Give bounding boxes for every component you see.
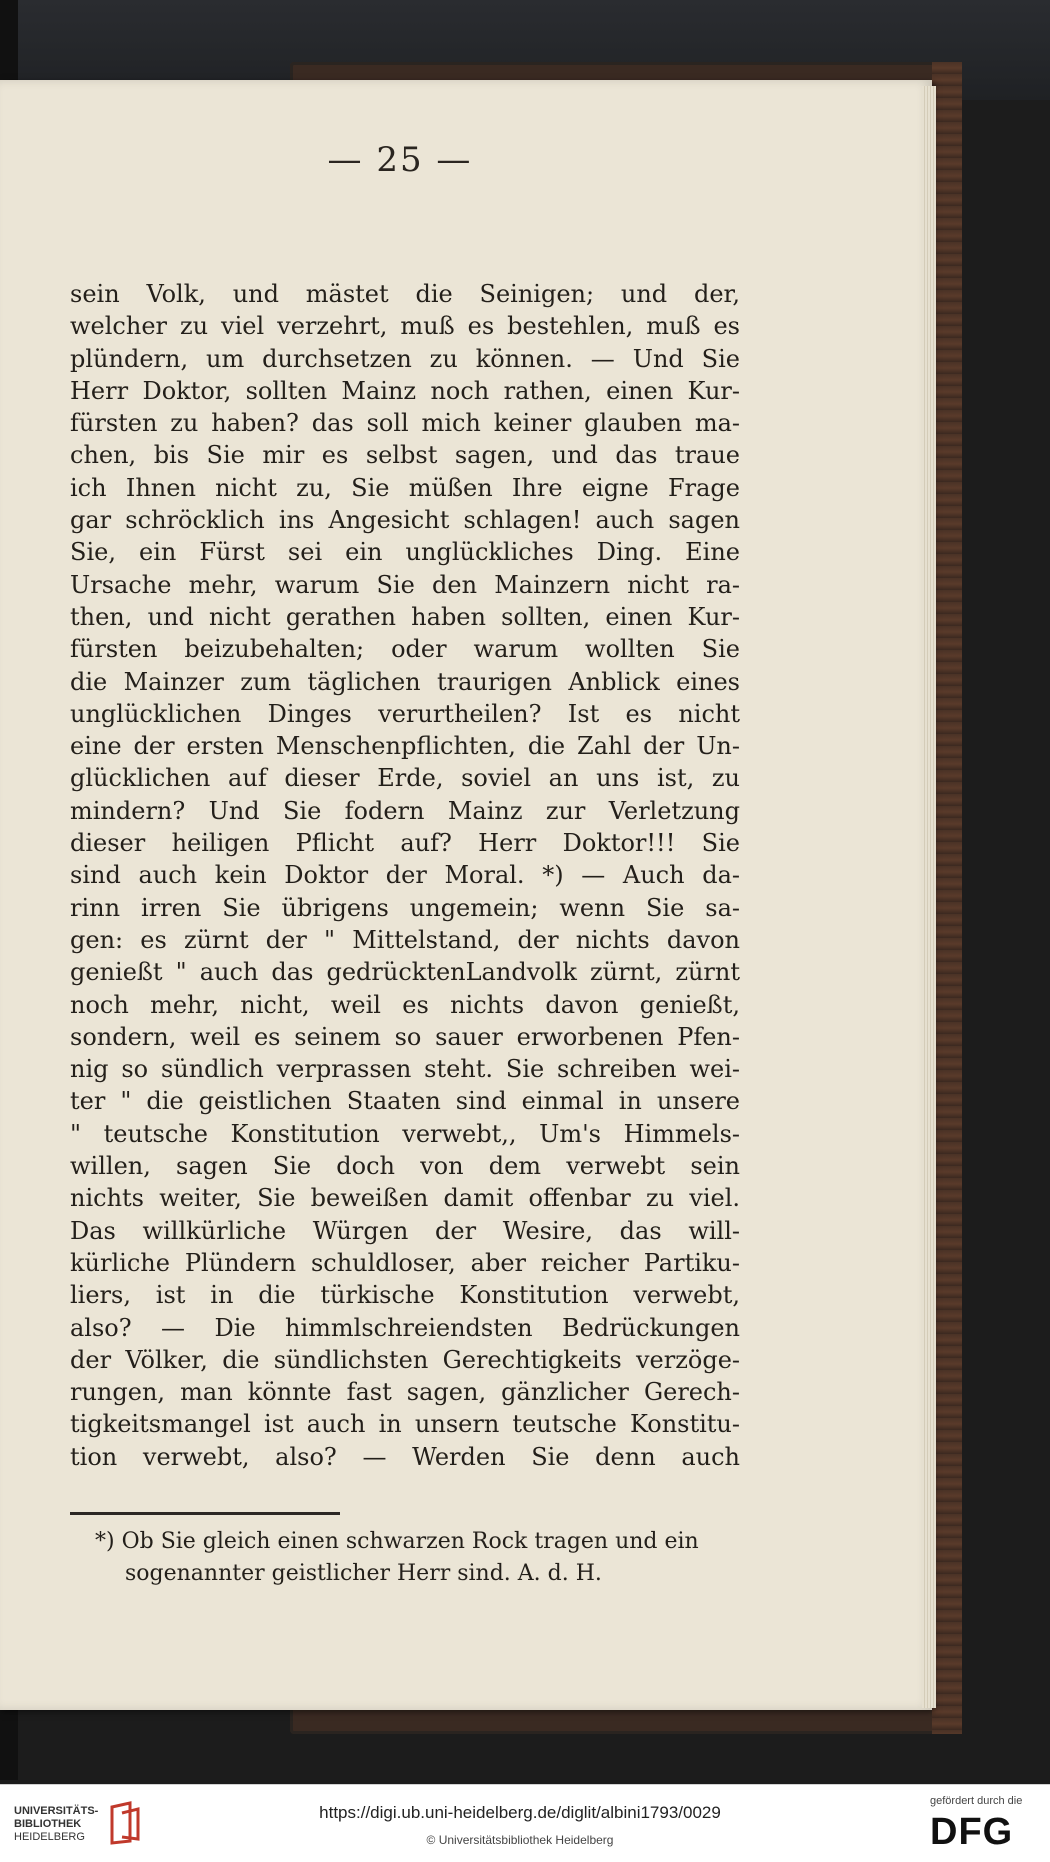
text-line: glücklichen auf dieser Erde, soviel an uns ist, zu	[70, 764, 740, 793]
footnote-line: sogenannter geistlicher Herr sind. A. d. H.	[125, 1561, 602, 1586]
text-line: die Mainzer zum täglichen traurigen Anblick eines	[70, 667, 740, 696]
text-line: Ursache mehr, warum Sie den Mainzern nicht ra-	[70, 570, 740, 599]
text-line: " teutsche Konstitution verwebt,, Um's Himmels-	[70, 1119, 740, 1148]
text-line: tigkeitsmangel ist auch in unsern teutsche Konstitu-	[70, 1410, 740, 1439]
footnote-rule	[70, 1512, 340, 1515]
library-emblem-icon	[108, 1801, 144, 1845]
text-line: then, und nicht gerathen haben sollten, einen Kur-	[70, 602, 740, 631]
text-line: rinn irren Sie übrigens ungemein; wenn Sie sa-	[70, 893, 740, 922]
page-number: — 25 —	[327, 140, 473, 180]
text-line: genießt " auch das gedrücktenLandvolk zürnt, zürnt	[70, 958, 740, 987]
text-line: nig so sündlich verprassen steht. Sie schreiben wei-	[70, 1055, 740, 1084]
library-name-line3: HEIDELBERG	[14, 1831, 85, 1843]
library-name-line1: UNIVERSITÄTS-	[14, 1805, 99, 1817]
permalink-url[interactable]: https://digi.ub.uni-heidelberg.de/diglit/albini1793/0029	[319, 1803, 721, 1822]
viewer-footer	[0, 1784, 1050, 1862]
text-line: chen, bis Sie mir es selbst sagen, und das traue	[70, 441, 740, 470]
text-line: Herr Doktor, sollten Mainz noch rathen, einen Kur-	[70, 376, 740, 405]
text-line: ich Ihnen nicht zu, Sie müßen Ihre eigne Frage	[70, 473, 740, 502]
library-logo[interactable]	[14, 1805, 98, 1844]
text-line: Sie, ein Fürst sei ein unglückliches Ding. Eine	[70, 538, 740, 567]
text-line: kürliche Plündern schuldloser, aber reicher Partiku-	[70, 1248, 740, 1277]
text-line: gen: es zürnt der " Mittelstand, der nichts davon	[70, 925, 740, 954]
page-edges	[922, 86, 936, 1708]
text-line: gar schröcklich ins Angesicht schlagen! auch sagen	[70, 506, 740, 535]
text-line: rungen, man könnte fast sagen, gänzlicher Gerech-	[70, 1378, 740, 1407]
text-line: tion verwebt, also? — Werden Sie denn auch	[70, 1442, 740, 1471]
text-line: also? — Die himmlschreiendsten Bedrückungen	[70, 1313, 740, 1342]
library-name-line2: BIBLIOTHEK	[14, 1818, 82, 1830]
text-line: unglücklichen Dinges verurtheilen? Ist es nicht	[70, 699, 740, 728]
text-line: ter " die geistlichen Staaten sind einmal in unsere	[70, 1087, 740, 1116]
text-line: sein Volk, und mästet die Seinigen; und der,	[70, 280, 740, 308]
text-line: liers, ist in die türkische Konstitution verwebt,	[70, 1281, 740, 1310]
text-line: der Völker, die sündlichsten Gerechtigkeits verzöge-	[70, 1345, 740, 1374]
dfg-logo[interactable]: DFG	[930, 1811, 1014, 1853]
text-line: fürsten beizubehalten; oder warum wollten Sie	[70, 635, 740, 664]
copyright-notice: © Universitätsbibliothek Heidelberg	[426, 1833, 614, 1847]
text-line: Das willkürliche Würgen der Wesire, das will-	[70, 1216, 740, 1245]
text-line: nichts weiter, Sie beweißen damit offenbar zu viel.	[70, 1184, 740, 1213]
text-line: sind auch kein Doktor der Moral. *) — Auch da-	[70, 861, 740, 890]
text-line: noch mehr, nicht, weil es nichts davon genießt,	[70, 990, 740, 1019]
text-line: mindern? Und Sie fodern Mainz zur Verletzung	[70, 796, 740, 825]
footnote-line: *) Ob Sie gleich einen schwarzen Rock tragen und ein	[95, 1529, 699, 1554]
text-line: plündern, um durchsetzen zu können. — Und Sie	[70, 344, 740, 373]
text-line: fürsten zu haben? das soll mich keiner glauben ma-	[70, 409, 740, 438]
text-line: willen, sagen Sie doch von dem verwebt sein	[70, 1152, 740, 1181]
text-line: welcher zu viel verzehrt, muß es bestehlen, muß es	[70, 312, 740, 341]
text-line: sondern, weil es seinem so sauer erworbenen Pfen-	[70, 1022, 740, 1051]
funding-caption: gefördert durch die	[930, 1795, 1023, 1807]
body-text	[70, 278, 740, 1473]
text-line: eine der ersten Menschenpflichten, die Zahl der Un-	[70, 732, 740, 761]
footnote	[95, 1526, 745, 1590]
text-line: dieser heiligen Pflicht auf? Herr Doktor!!! Sie	[70, 829, 740, 858]
